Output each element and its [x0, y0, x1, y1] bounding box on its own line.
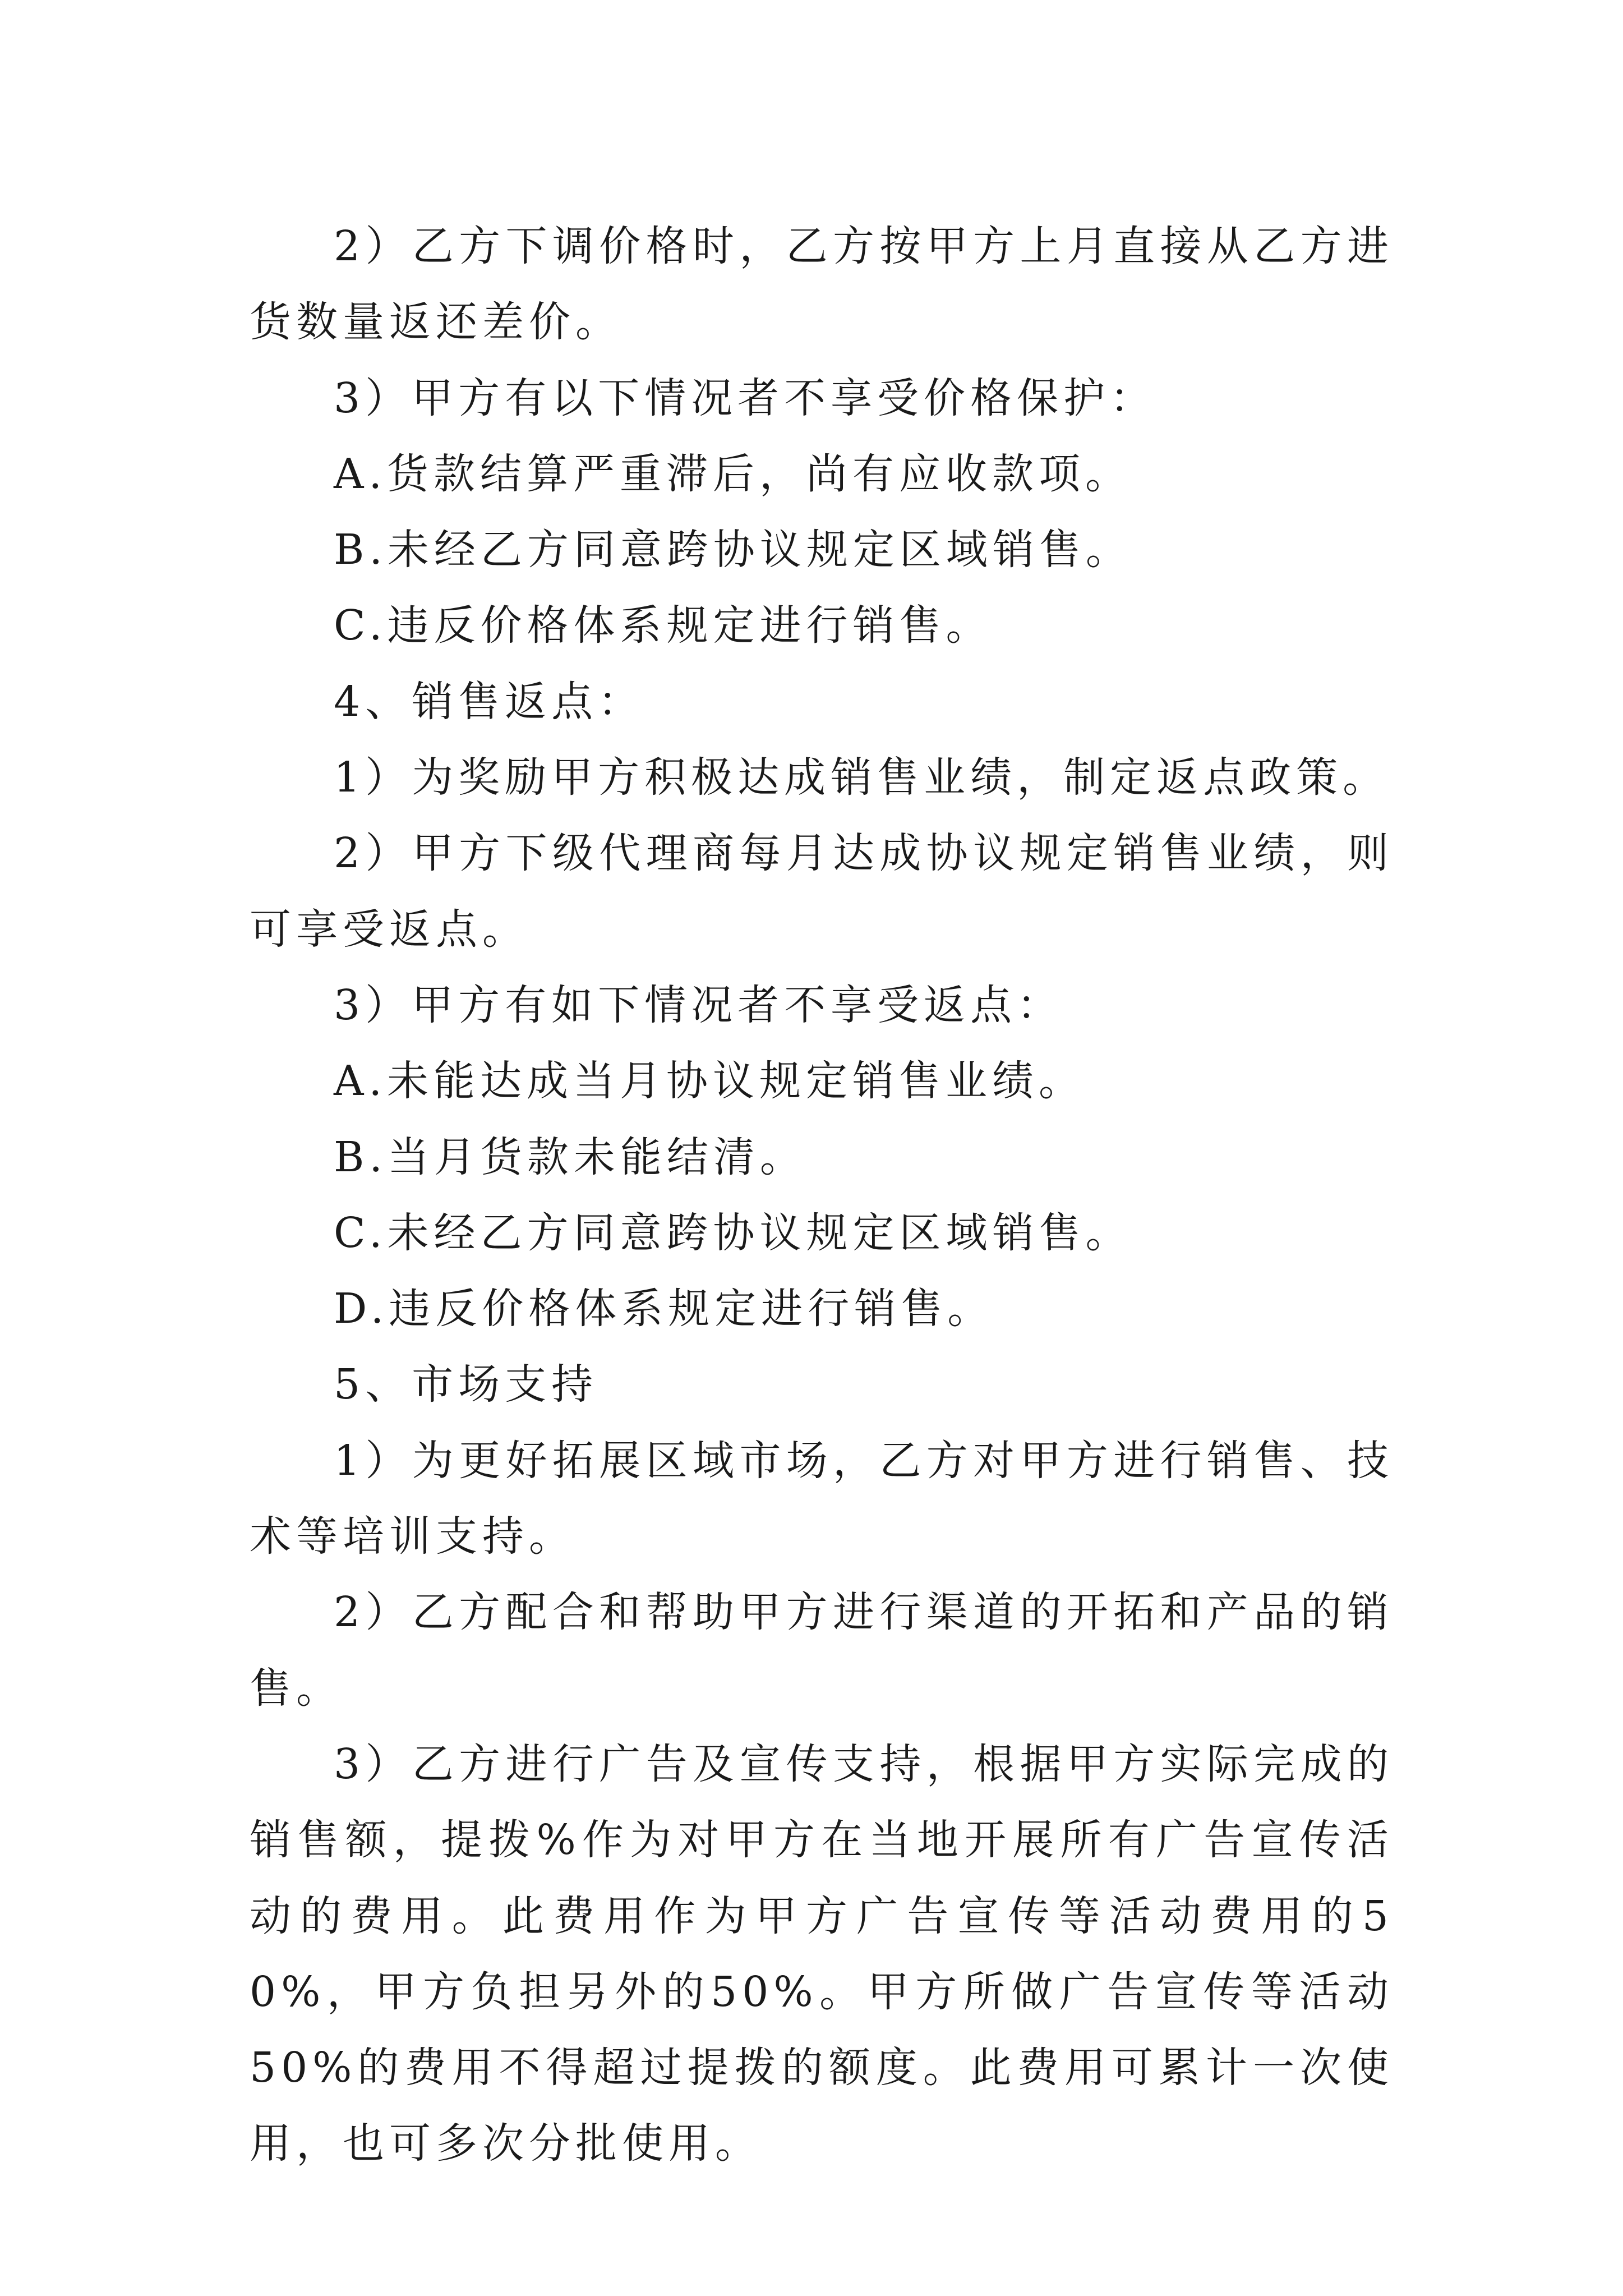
paragraph-rebate-exclusion-d: D.违反价格体系规定进行销售。: [334, 1285, 994, 1333]
paragraph-rebate-exclusion-b: B.当月货款未能结清。: [334, 1133, 806, 1181]
paragraph-exclusion-b: B.未经乙方同意跨协议规定区域销售。: [334, 526, 1132, 574]
paragraph-rebate-exclusion-c: C.未经乙方同意跨协议规定区域销售。: [334, 1208, 1132, 1257]
paragraph-rebate-exclusion-a: A.未能达成当月协议规定销售业绩。: [334, 1057, 1085, 1106]
paragraph-rebate-eligibility: 2）甲方下级代理商每月达成协议规定销售业绩，则可享受返点。: [250, 829, 1394, 954]
paragraph-channel-support: 2）乙方配合和帮助甲方进行渠道的开拓和产品的销售。: [250, 1588, 1394, 1713]
paragraph-exclusion-a: A.货款结算严重滞后，尚有应收款项。: [334, 449, 1132, 498]
paragraph-rebate-exclusions: 3）甲方有如下情况者不享受返点：: [334, 981, 1064, 1029]
section-heading-sales-rebate: 4、销售返点：: [334, 677, 645, 726]
section-heading-market-support: 5、市场支持: [334, 1360, 598, 1409]
document-body: [250, 209, 1394, 2182]
paragraph-training-support: 1）为更好拓展区域市场，乙方对甲方进行销售、技术等培训支持。: [250, 1436, 1394, 1561]
paragraph-rebate-policy: 1）为奖励甲方积极达成销售业绩，制定返点政策。: [334, 753, 1390, 802]
paragraph-exclusion-c: C.违反价格体系规定进行销售。: [334, 601, 993, 650]
paragraph-advertising-support: 3）乙方进行广告及宣传支持，根据甲方实际完成的销售额，提拨%作为对甲方在当地开展所有广告宣传活动的费用。此费用作为甲方广告宣传等活动费用的50%，甲方负担另外的50%。甲方所做广告宣传等活动50%的费用不得超过提拨的额度。此费用可累计一次使用，也可多次分批使用。: [250, 1740, 1394, 2168]
paragraph-price-reduction-refund: 2）乙方下调价格时，乙方按甲方上月直接从乙方进货数量返还差价。: [250, 222, 1394, 347]
paragraph-price-protection-exclusions: 3）甲方有以下情况者不享受价格保护：: [334, 374, 1157, 422]
